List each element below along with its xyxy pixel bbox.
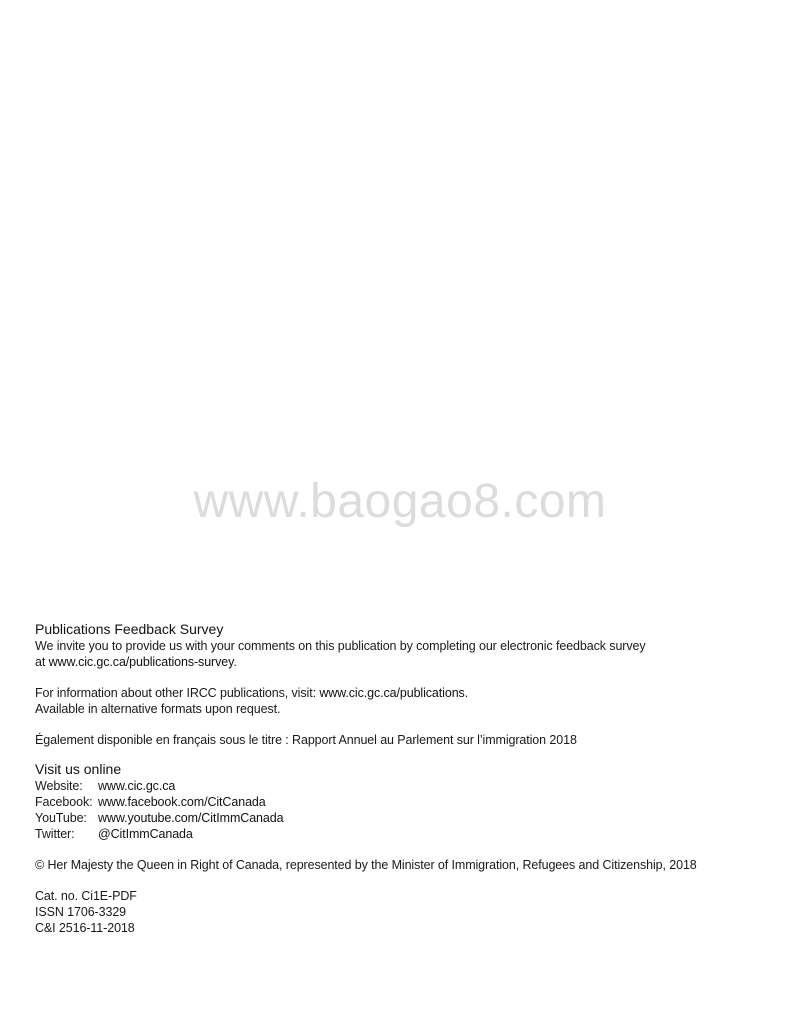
issn: ISSN 1706-3329: [35, 905, 127, 919]
feedback-suffix: .: [233, 655, 237, 669]
feedback-heading: Publications Feedback Survey: [35, 621, 224, 637]
social-row-facebook: [35, 794, 775, 810]
colophon: [35, 621, 775, 936]
copyright: © Her Majesty the Queen in Right of Canada, represented by the Minister of Immigration, Refugees and Citizenship, 2018: [35, 858, 697, 872]
feedback-line-2: [35, 654, 775, 670]
facebook-link[interactable]: www.facebook.com/CitCanada: [98, 795, 266, 809]
info-suffix: .: [464, 686, 469, 700]
website-label: Website:: [35, 779, 83, 793]
info-line-1: [35, 685, 775, 701]
feedback-prefix: at: [35, 655, 49, 669]
social-row-twitter: [35, 826, 775, 842]
feedback-line-1: We invite you to provide us with your comments on this publication by completing our electronic feedback survey: [35, 639, 646, 653]
french-note: Également disponible en français sous le titre : Rapport Annuel au Parlement sur l’immigration 2018: [35, 733, 577, 747]
website-link[interactable]: www.cic.gc.ca: [98, 779, 176, 793]
social-row-youtube: [35, 810, 775, 826]
catalog-section: [35, 888, 775, 936]
info-line-2: Available in alternative formats upon request.: [35, 702, 281, 716]
catalog-number: Cat. no. Ci1E-PDF: [35, 889, 137, 903]
facebook-label: Facebook:: [35, 795, 93, 809]
feedback-section: [35, 621, 775, 670]
info-section: [35, 685, 775, 717]
social-row-website: [35, 778, 775, 794]
watermark: www.baogao8.com: [193, 475, 607, 528]
publications-link[interactable]: www.cic.gc.ca/publications: [319, 686, 465, 700]
youtube-link[interactable]: www.youtube.com/CitImmCanada: [98, 811, 284, 825]
social-section: [35, 761, 775, 842]
youtube-label: YouTube:: [35, 811, 87, 825]
social-heading: Visit us online: [35, 761, 122, 777]
twitter-label: Twitter:: [35, 827, 75, 841]
info-prefix: For information about other IRCC publications, visit:: [35, 686, 320, 700]
survey-link[interactable]: www.cic.gc.ca/publications-survey: [48, 655, 234, 669]
ci-number: C&I 2516-11-2018: [35, 921, 135, 935]
twitter-link[interactable]: @CitImmCanada: [98, 827, 193, 841]
